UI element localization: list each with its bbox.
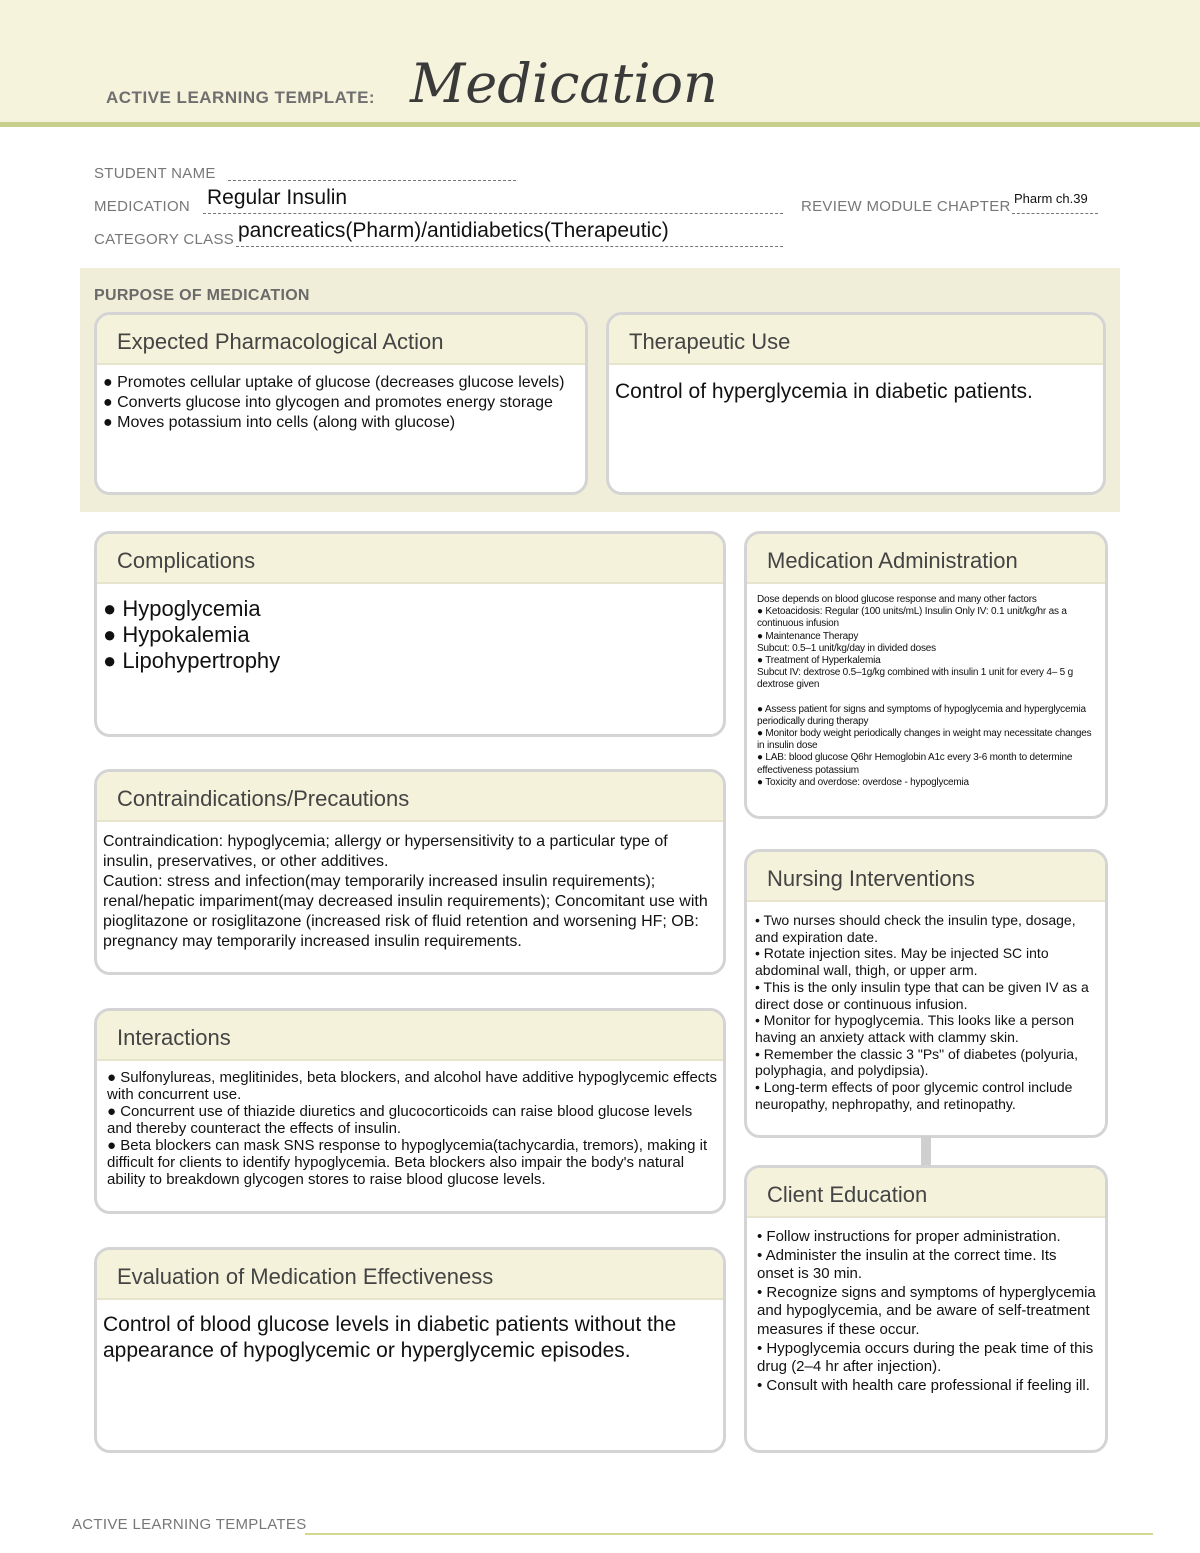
footer-rule [305, 1533, 1153, 1535]
list-item: ● Monitor body weight periodically changes in weight may necessitate changes in insulin dose [757, 728, 1092, 752]
evaluation-heading: Evaluation of Medication Effectiveness [97, 1250, 723, 1300]
purpose-title: PURPOSE OF MEDICATION [94, 287, 310, 304]
nursing-card [744, 849, 1108, 1138]
review-module-line[interactable] [1012, 213, 1098, 214]
nursing-body [747, 902, 1105, 1112]
list-item: • This is the only insulin type that can be given IV as a direct dose or continuous infusion. [755, 978, 1089, 1012]
medication-value: Regular Insulin [207, 186, 348, 209]
list-item: • Hypoglycemia occurs during the peak time of this drug (2–4 hr after injection). [757, 1339, 1094, 1376]
list-item: • Follow instructions for proper administration. [757, 1228, 1061, 1245]
complications-heading: Complications [97, 534, 723, 584]
medication-line[interactable] [203, 213, 783, 214]
category-class-value: pancreatics(Pharm)/antidiabetics(Therapeutic) [238, 219, 669, 242]
template-label: ACTIVE LEARNING TEMPLATE: [106, 88, 376, 107]
list-item: Subcut: 0.5–1 unit/kg/day in divided doses [757, 642, 936, 654]
contraindications-card [94, 769, 726, 975]
list-item: ● Maintenance Therapy [757, 630, 859, 642]
header-rule [0, 122, 1200, 127]
list-item: ● Lipohypertrophy [103, 648, 281, 673]
interactions-card [94, 1008, 726, 1214]
list-item: • Administer the insulin at the correct time. Its onset is 30 min. [757, 1246, 1057, 1283]
list-item: ● Hypoglycemia [103, 596, 261, 621]
therapeutic-use-heading: Therapeutic Use [609, 315, 1103, 365]
list-item: • Consult with health care professional if feeling ill. [757, 1376, 1090, 1394]
expected-action-body [97, 365, 585, 433]
list-item: ● Concurrent use of thiazide diuretics and glucocorticoids can raise blood glucose levels and thereby counteract the effects of insulin. [107, 1103, 693, 1137]
evaluation-text: Control of blood glucose levels in diabetic patients without the appearance of hypoglycemic or hyperglycemic episodes. [103, 1313, 677, 1362]
page-title: Medication [410, 52, 718, 115]
list-item: • Long-term effects of poor glycemic control include neuropathy, nephropathy, and retinopathy. [755, 1079, 1073, 1112]
administration-card [744, 531, 1108, 819]
evaluation-card [94, 1247, 726, 1453]
list-item: ● Converts glucose into glycogen and promotes energy storage [103, 394, 553, 411]
list-item: ● Assess patient for signs and symptoms of hypoglycemia and hyperglycemia periodically during therapy [757, 703, 1086, 727]
review-module-label: REVIEW MODULE CHAPTER [801, 198, 1011, 215]
student-name-label: STUDENT NAME [94, 165, 216, 182]
expected-action-heading: Expected Pharmacological Action [97, 315, 585, 365]
list-item: ● LAB: blood glucose Q6hr Hemoglobin A1c every 3-6 month to determine effectiveness potassium [757, 752, 1073, 776]
therapeutic-use-card [606, 312, 1106, 495]
list-item: ● Ketoacidosis: Regular (100 units/mL) Insulin Only IV: 0.1 unit/kg/hr as a continuous infusion [757, 606, 1067, 630]
review-module-value: Pharm ch.39 [1014, 191, 1088, 206]
list-item: ● Moves potassium into cells (along with glucose) [103, 414, 456, 431]
student-name-line[interactable] [228, 180, 516, 181]
contraindications-heading: Contraindications/Precautions [97, 772, 723, 822]
list-item: • Two nurses should check the insulin type, dosage, and expiration date. [755, 912, 1076, 945]
therapeutic-use-text: Control of hyperglycemia in diabetic patients. [615, 380, 1033, 403]
interactions-heading: Interactions [97, 1011, 723, 1061]
list-item: Subcut IV: dextrose 0.5–1g/kg combined with insulin 1 unit for every 4– 5 g dextrose given [757, 667, 1073, 691]
complications-body [97, 584, 723, 674]
list-item: • Recognize signs and symptoms of hyperglycemia and hypoglycemia, and be aware of self-treatment measures if these occur. [757, 1283, 1096, 1338]
interactions-body [97, 1061, 723, 1188]
list-item: Dose depends on blood glucose response and many other factors [757, 594, 1037, 605]
list-item: ● Beta blockers can mask SNS response to hypoglycemia(tachycardia, tremors), making it difficult for clients to identify hypoglycemia. Beta blockers also impair the body's natural ability to breakdown glycogen stores to raise blood glucose levels. [107, 1137, 708, 1188]
list-item: ● Sulfonylureas, meglitinides, beta blockers, and alcohol have additive hypoglycemic effects with concurrent use. [107, 1069, 717, 1103]
education-body [747, 1218, 1105, 1395]
category-class-line[interactable] [236, 246, 783, 247]
administration-body [747, 584, 1105, 789]
nursing-heading: Nursing Interventions [747, 852, 1105, 902]
expected-action-card [94, 312, 588, 495]
list-item: ● Toxicity and overdose: overdose - hypoglycemia [757, 776, 969, 788]
contraindications-text: Contraindication: hypoglycemia; allergy or hypersensitivity to a particular type of insulin, preservatives, or other additives. Caution: stress and infection(may temporarily increased insulin requirements); renal/hepatic impariment(may decreased insulin requirements); Concomitant use with pioglitazone or rosiglitazone (increased risk of fluid retention and worsening HF; OB: pregnancy may temporarily increased insulin requirements. [103, 833, 708, 950]
list-item: • Monitor for hypoglycemia. This looks like a person having an anxiety attack with clammy skin. [755, 1012, 1075, 1045]
connector-bar [921, 1136, 931, 1166]
complications-card [94, 531, 726, 737]
spacer [757, 692, 1095, 704]
list-item: ● Treatment of Hyperkalemia [757, 655, 881, 667]
list-item: • Remember the classic 3 "Ps" of diabetes (polyuria, polyphagia, and polydipsia). [755, 1045, 1078, 1079]
list-item: • Rotate injection sites. May be injected SC into abdominal wall, thigh, or upper arm. [755, 945, 1049, 979]
list-item: ● Promotes cellular uptake of glucose (decreases glucose levels) [103, 374, 565, 391]
medication-label: MEDICATION [94, 198, 191, 215]
education-card [744, 1165, 1108, 1453]
footer-label: ACTIVE LEARNING TEMPLATES [72, 1516, 307, 1533]
list-item: ● Hypokalemia [103, 622, 250, 647]
category-class-label: CATEGORY CLASS [94, 231, 235, 248]
administration-heading: Medication Administration [747, 534, 1105, 584]
education-heading: Client Education [747, 1168, 1105, 1218]
